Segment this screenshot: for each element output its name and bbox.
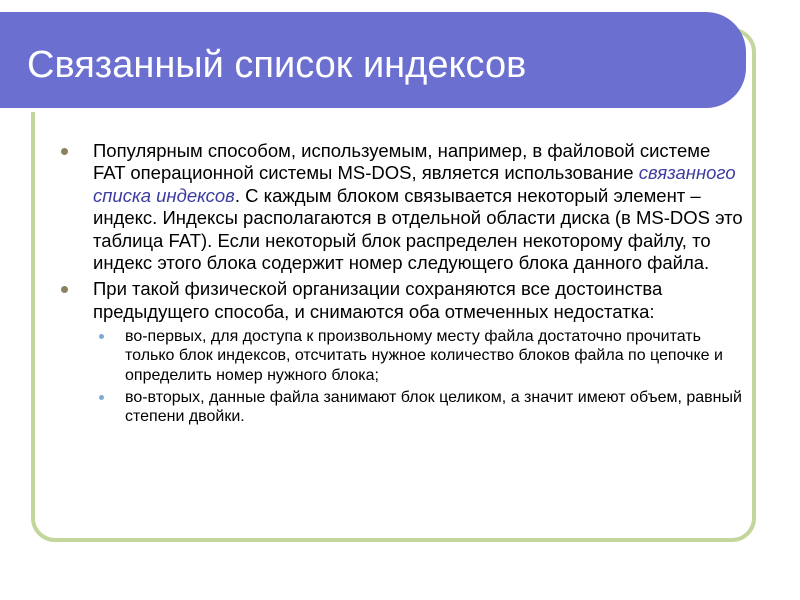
sub-bullet-marker-icon [99, 395, 104, 400]
sub-bullet-item-1 [93, 327, 747, 385]
sub-bullet-text: во-вторых, данные файла занимают блок целиком, а значит имеют объем, равный степени двойки. [125, 388, 742, 426]
slide-content [57, 140, 747, 429]
bullet-marker-icon [61, 148, 68, 155]
bullet-text-before: Популярным способом, используемым, например, в файловой системе FAT операционной системы MS-DOS, является использование [93, 140, 711, 184]
slide-title: Связанный список индексов [27, 44, 527, 86]
title-underline [0, 108, 705, 112]
bullet-item-1 [57, 140, 747, 274]
sub-bullet-text: во-первых, для доступа к произвольному месту файла достаточно прочитать только блок индексов, отсчитать нужное количество блоков файла по цепочке и определить номер нужного блока; [125, 328, 723, 384]
sub-bullet-list [93, 327, 747, 426]
sub-bullet-item-2 [93, 388, 747, 426]
bullet-marker-icon [61, 286, 68, 293]
title-bar [0, 12, 746, 108]
bullet-item-2 [57, 278, 747, 323]
bullet-text-after: . С каждым блоком связывается некоторый элемент – индекс. Индексы располагаются в отдельной области диска (в MS-DOS это таблица FAT). Если некоторый блок распределен некоторому файлу, то индекс этого блока содержит номер следующего блока данного файла. [93, 184, 743, 274]
bullet-text: При такой физической организации сохраняются все достоинства предыдущего способа, и снимаются оба отмеченных недостатка: [93, 278, 663, 322]
bullet-emphasis: связанного списка индексов [93, 162, 736, 206]
sub-bullet-marker-icon [99, 334, 104, 339]
